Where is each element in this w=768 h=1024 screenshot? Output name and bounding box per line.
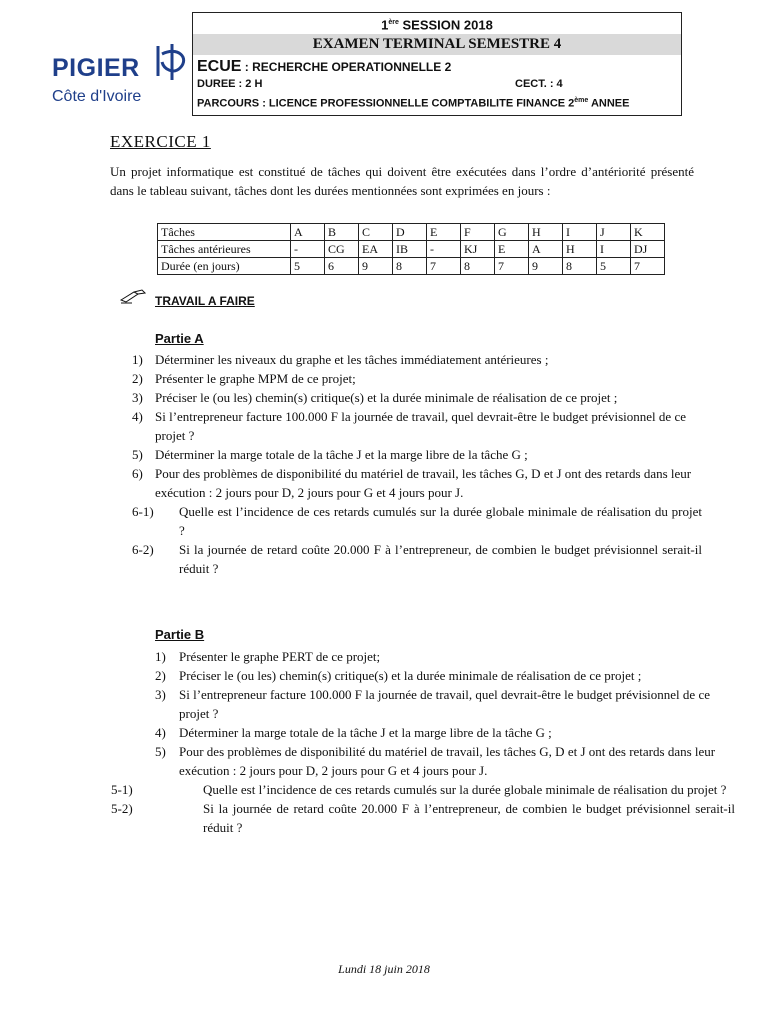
logo-subtitle: Côte d'Ivoire: [52, 88, 142, 105]
table-cell: 5: [597, 258, 631, 275]
table-cell: 7: [631, 258, 665, 275]
table-cell: E: [495, 241, 529, 258]
table-cell: 8: [461, 258, 495, 275]
table-row-label: Tâches antérieures: [158, 241, 291, 258]
writing-hand-icon: [120, 288, 146, 304]
table-cell: I: [563, 224, 597, 241]
table-cell: CG: [325, 241, 359, 258]
list-item-number: 1): [132, 352, 143, 367]
list-item-number: 4): [132, 409, 143, 424]
sub-list-item: [132, 502, 702, 540]
table-cell: E: [427, 224, 461, 241]
part-b-title: Partie B: [155, 627, 205, 642]
table-cell: A: [529, 241, 563, 258]
list-item: [132, 369, 702, 388]
sub-list-item: [132, 540, 702, 578]
part-a-title: Partie A: [155, 331, 204, 346]
duree-text: DUREE : 2 H: [197, 78, 263, 90]
tasks-table: [157, 223, 665, 275]
list-item: [155, 666, 735, 685]
table-cell: H: [529, 224, 563, 241]
exercise-title: EXERCICE 1: [110, 132, 211, 151]
list-item-text: Si l’entrepreneur facture 100.000 F la journée de travail, quel devrait-être le budget prévisionnel de ce projet ?: [155, 409, 686, 443]
sub-item-number: 5-2): [111, 801, 133, 816]
list-item-text: Déterminer la marge totale de la tâche J et la marge libre de la tâche G ;: [179, 725, 552, 740]
table-cell: DJ: [631, 241, 665, 258]
table-cell: KJ: [461, 241, 495, 258]
table-cell: G: [495, 224, 529, 241]
list-item-number: 2): [155, 668, 166, 683]
list-item-number: 2): [132, 371, 143, 386]
sub-list-item: [111, 780, 735, 799]
sub-item-text: Si la journée de retard coûte 20.000 F à l’entrepreneur, de combien le budget prévisionnel serait-il réduit ?: [203, 801, 735, 835]
list-item-text: Présenter le graphe PERT de ce projet;: [179, 649, 381, 664]
list-item: [132, 445, 702, 464]
list-item: [132, 407, 702, 445]
table-row: [158, 224, 665, 241]
list-item-number: 3): [155, 687, 166, 702]
table-row-label: Tâches: [158, 224, 291, 241]
cect-text: CECT. : 4: [515, 78, 563, 90]
session-line: 1ère SESSION 2018: [381, 17, 493, 33]
table-cell: F: [461, 224, 495, 241]
table-cell: 9: [359, 258, 393, 275]
sub-item-number: 6-1): [132, 504, 154, 519]
list-item: [155, 685, 735, 723]
part-b-list: [111, 647, 735, 837]
table-cell: H: [563, 241, 597, 258]
list-item-text: Pour des problèmes de disponibilité du matériel de travail, les tâches G, D et J ont des retards dans leur exécution : 2 jours pour D, 2 jours pour G et 4 jours pour J.: [155, 466, 692, 500]
table-cell: B: [325, 224, 359, 241]
list-item-text: Préciser le (ou les) chemin(s) critique(s) et la durée minimale de réalisation de ce projet ;: [179, 668, 642, 683]
list-item-number: 4): [155, 725, 166, 740]
list-item-number: 1): [155, 649, 166, 664]
pigier-logo-icon: [150, 40, 190, 82]
exercise-intro: Un projet informatique est constitué de tâches qui doivent être exécutées dans l’ordre d’antériorité présenté dans le tableau suivant, tâches dont les durées mentionnées sont exprimées en jours :: [110, 164, 694, 198]
list-item: [155, 742, 735, 780]
footer-date: Lundi 18 juin 2018: [338, 962, 430, 976]
list-item-number: 5): [155, 744, 166, 759]
table-cell: EA: [359, 241, 393, 258]
list-item: [155, 723, 735, 742]
parcours-line: PARCOURS : LICENCE PROFESSIONNELLE COMPTABILITE FINANCE 2ème ANNEE: [197, 97, 630, 110]
travail-a-faire-heading: TRAVAIL A FAIRE: [155, 294, 255, 308]
list-item: [155, 647, 735, 666]
list-item-text: Si l’entrepreneur facture 100.000 F la journée de travail, quel devrait-être le budget prévisionnel de ce projet ?: [179, 687, 710, 721]
list-item-number: 3): [132, 390, 143, 405]
table-cell: C: [359, 224, 393, 241]
list-item-number: 5): [132, 447, 143, 462]
part-a-list: [132, 350, 702, 578]
table-cell: 9: [529, 258, 563, 275]
sub-item-number: 5-1): [111, 782, 133, 797]
exam-title: EXAMEN TERMINAL SEMESTRE 4: [193, 34, 681, 55]
list-item-number: 6): [132, 466, 143, 481]
list-item-text: Pour des problèmes de disponibilité du matériel de travail, les tâches G, D et J ont des retards dans leur exécution : 2 jours pour D, 2 jours pour G et 4 jours pour J.: [179, 744, 716, 778]
table-cell: -: [291, 241, 325, 258]
sub-item-text: Si la journée de retard coûte 20.000 F à l’entrepreneur, de combien le budget prévisionnel serait-il réduit ?: [179, 542, 702, 576]
table-cell: D: [393, 224, 427, 241]
list-item-text: Déterminer les niveaux du graphe et les tâches immédiatement antérieures ;: [155, 352, 549, 367]
table-cell: 7: [495, 258, 529, 275]
sub-list-item: [111, 799, 735, 837]
table-cell: 7: [427, 258, 461, 275]
table-cell: 6: [325, 258, 359, 275]
table-cell: 8: [393, 258, 427, 275]
duration-line: [197, 78, 677, 90]
table-cell: A: [291, 224, 325, 241]
sub-item-text: Quelle est l’incidence de ces retards cumulés sur la durée globale minimale de réalisation du projet ?: [203, 782, 727, 797]
sub-item-text: Quelle est l’incidence de ces retards cumulés sur la durée globale minimale de réalisation du projet ?: [179, 504, 702, 538]
table-cell: -: [427, 241, 461, 258]
list-item-text: Préciser le (ou les) chemin(s) critique(s) et la durée minimale de réalisation de ce projet ;: [155, 390, 618, 405]
table-row: [158, 258, 665, 275]
logo-text: PIGIER: [52, 54, 140, 82]
list-item: [132, 350, 702, 369]
list-item: [132, 464, 702, 502]
list-item-text: Présenter le graphe MPM de ce projet;: [155, 371, 356, 386]
list-item-text: Déterminer la marge totale de la tâche J et la marge libre de la tâche G ;: [155, 447, 528, 462]
table-cell: K: [631, 224, 665, 241]
table-cell: I: [597, 241, 631, 258]
table-cell: IB: [393, 241, 427, 258]
table-cell: 8: [563, 258, 597, 275]
ecue-line: ECUE : RECHERCHE OPERATIONNELLE 2: [197, 58, 452, 75]
exam-header-box: [192, 12, 682, 116]
sub-item-number: 6-2): [132, 542, 154, 557]
list-item: [132, 388, 702, 407]
table-cell: J: [597, 224, 631, 241]
table-cell: 5: [291, 258, 325, 275]
table-row: [158, 241, 665, 258]
table-row-label: Durée (en jours): [158, 258, 291, 275]
